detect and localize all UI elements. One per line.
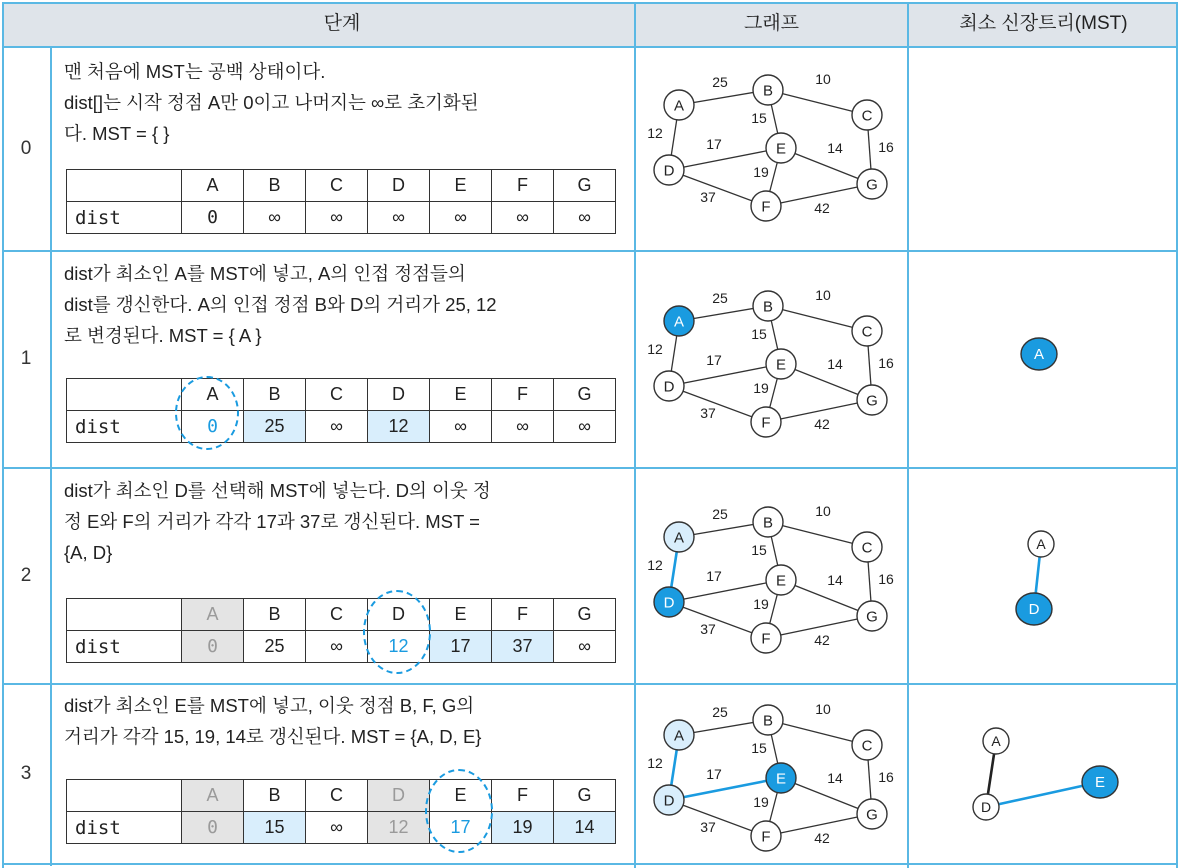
dist-value-b: 25 bbox=[244, 411, 306, 443]
dist-value-g: ∞ bbox=[554, 631, 616, 663]
step-description: dist가 최소인 E를 MST에 넣고, 이웃 정점 B, F, G의 거리가 각각 15, 19, 14로 갱신된다. MST = {A, D, E} bbox=[64, 695, 482, 747]
graph-node-label: C bbox=[861, 539, 873, 557]
column-header-c: C bbox=[306, 599, 368, 631]
edge-weight-label: 12 bbox=[647, 557, 663, 573]
dist-value-b: 25 bbox=[244, 631, 306, 663]
column-header-b: B bbox=[244, 780, 306, 812]
graph-diagram bbox=[640, 62, 902, 222]
edge-weight-label: 16 bbox=[878, 355, 894, 371]
column-header-b: B bbox=[244, 599, 306, 631]
edge-weight-label: 14 bbox=[827, 140, 843, 156]
column-header-g: G bbox=[554, 780, 616, 812]
column-header-f: F bbox=[492, 379, 554, 411]
edge-weight-label: 12 bbox=[647, 341, 663, 357]
mst-node-label: A bbox=[991, 733, 1001, 749]
column-header-f: F bbox=[492, 599, 554, 631]
column-header-b: B bbox=[244, 170, 306, 202]
column-header-d: D bbox=[368, 379, 430, 411]
edge-weight-label: 14 bbox=[827, 356, 843, 372]
column-header-g: G bbox=[554, 170, 616, 202]
mst-node-label: D bbox=[980, 799, 992, 815]
dist-value-row bbox=[67, 411, 616, 443]
edge-weight-label: 42 bbox=[814, 632, 830, 648]
graph-node-label: G bbox=[866, 806, 878, 824]
edge-weight-label: 12 bbox=[647, 755, 663, 771]
dist-label: dist bbox=[67, 631, 182, 663]
graph-node-label: B bbox=[762, 712, 774, 730]
header-step: 단계 bbox=[323, 13, 361, 34]
graph-node-label: A bbox=[673, 529, 685, 547]
dist-table bbox=[66, 779, 616, 844]
column-header-g: G bbox=[554, 379, 616, 411]
grid-line bbox=[2, 2, 4, 868]
edge-weight-label: 19 bbox=[753, 596, 769, 612]
dist-table bbox=[66, 598, 616, 663]
graph-node-label: F bbox=[761, 198, 771, 216]
mst-diagram bbox=[907, 469, 1176, 682]
dist-header-row bbox=[67, 379, 616, 411]
graph-node-label: C bbox=[861, 107, 873, 125]
dist-value-c: ∞ bbox=[306, 812, 368, 844]
dist-table bbox=[66, 378, 616, 443]
edge-weight-label: 37 bbox=[700, 819, 716, 835]
column-header-a: A bbox=[182, 599, 244, 631]
graph-node-label: E bbox=[775, 140, 787, 158]
mst-diagram bbox=[907, 685, 1176, 863]
graph-diagram bbox=[640, 278, 902, 438]
edge-weight-label: 25 bbox=[712, 74, 728, 90]
edge-weight-label: 25 bbox=[712, 704, 728, 720]
column-header-c: C bbox=[306, 780, 368, 812]
graph-node-label: A bbox=[673, 97, 685, 115]
dist-label: dist bbox=[67, 411, 182, 443]
graph-node-label: F bbox=[761, 630, 771, 648]
dist-value-e: ∞ bbox=[430, 202, 492, 234]
step-description: 맨 처음에 MST는 공백 상태이다. dist[]는 시작 정점 A만 0이고 나머지는 ∞로 초기화된 다. MST = { } bbox=[64, 61, 479, 144]
mst-node-label: A bbox=[1036, 536, 1046, 552]
graph-node-label: E bbox=[775, 356, 787, 374]
column-header-a: A bbox=[182, 170, 244, 202]
dist-value-a: 0 bbox=[182, 631, 244, 663]
mst-node-label: A bbox=[1033, 346, 1045, 363]
selected-column-ring bbox=[175, 376, 239, 450]
graph-node-label: F bbox=[761, 828, 771, 846]
dist-value-e: 17 bbox=[430, 631, 492, 663]
grid-line bbox=[2, 46, 1178, 48]
column-header-c: C bbox=[306, 379, 368, 411]
graph-node-label: F bbox=[761, 414, 771, 432]
dist-value-d: 12 bbox=[368, 411, 430, 443]
edge-weight-label: 17 bbox=[706, 568, 722, 584]
column-header-f: F bbox=[492, 170, 554, 202]
grid-line bbox=[1176, 2, 1178, 868]
dist-header-row bbox=[67, 780, 616, 812]
graph-node-label: E bbox=[775, 770, 787, 788]
dist-value-a: 0 bbox=[182, 812, 244, 844]
edge-weight-label: 10 bbox=[815, 701, 831, 717]
graph-node-label: A bbox=[673, 727, 685, 745]
header-graph: 그래프 bbox=[743, 13, 800, 34]
grid-line bbox=[2, 2, 1178, 4]
selected-column-ring bbox=[363, 590, 431, 674]
column-header-e: E bbox=[430, 379, 492, 411]
corner-cell bbox=[67, 379, 182, 411]
mst-node-label: E bbox=[1094, 774, 1106, 791]
corner-cell bbox=[67, 780, 182, 812]
column-header-a: A bbox=[182, 379, 244, 411]
column-header-c: C bbox=[306, 170, 368, 202]
dist-value-a: 0 bbox=[182, 202, 244, 234]
edge-weight-label: 10 bbox=[815, 287, 831, 303]
edge-weight-label: 10 bbox=[815, 503, 831, 519]
edge-weight-label: 16 bbox=[878, 571, 894, 587]
graph-node-label: G bbox=[866, 392, 878, 410]
edge-weight-label: 15 bbox=[751, 110, 767, 126]
dist-value-c: ∞ bbox=[306, 202, 368, 234]
dist-value-g: ∞ bbox=[554, 202, 616, 234]
dist-value-c: ∞ bbox=[306, 411, 368, 443]
dist-value-row bbox=[67, 812, 616, 844]
edge-weight-label: 15 bbox=[751, 542, 767, 558]
column-header-g: G bbox=[554, 599, 616, 631]
column-header-e: E bbox=[430, 170, 492, 202]
graph-node-label: G bbox=[866, 176, 878, 194]
grid-line bbox=[50, 46, 52, 866]
dist-value-g: ∞ bbox=[554, 411, 616, 443]
column-header-b: B bbox=[244, 379, 306, 411]
edge-weight-label: 42 bbox=[814, 830, 830, 846]
graph-diagram bbox=[640, 692, 902, 852]
edge-weight-label: 16 bbox=[878, 769, 894, 785]
graph-node-label: B bbox=[762, 82, 774, 100]
edge-weight-label: 15 bbox=[751, 326, 767, 342]
step-description: dist가 최소인 A를 MST에 넣고, A의 인접 정점들의 dist를 갱신한다. A의 인접 정점 B와 D의 거리가 25, 12 로 변경된다. MST = { A } bbox=[64, 263, 497, 346]
grid-line bbox=[634, 2, 636, 868]
column-header-a: A bbox=[182, 780, 244, 812]
dist-value-f: ∞ bbox=[492, 202, 554, 234]
dist-label: dist bbox=[67, 202, 182, 234]
edge-weight-label: 37 bbox=[700, 405, 716, 421]
edge-weight-label: 17 bbox=[706, 352, 722, 368]
corner-cell bbox=[67, 599, 182, 631]
graph-node-label: C bbox=[861, 323, 873, 341]
edge-weight-label: 16 bbox=[878, 139, 894, 155]
step-number: 3 bbox=[20, 763, 32, 784]
edge-weight-label: 17 bbox=[706, 136, 722, 152]
column-header-d: D bbox=[368, 599, 430, 631]
edge-weight-label: 19 bbox=[753, 164, 769, 180]
header-mst: 최소 신장트리(MST) bbox=[959, 13, 1128, 34]
selected-column-ring bbox=[425, 769, 493, 853]
graph-node-label: D bbox=[663, 162, 675, 180]
graph-node-label: D bbox=[663, 792, 675, 810]
dist-label: dist bbox=[67, 812, 182, 844]
corner-cell bbox=[67, 170, 182, 202]
edge-weight-label: 42 bbox=[814, 200, 830, 216]
graph-node-label: B bbox=[762, 298, 774, 316]
dist-value-e: 17 bbox=[430, 812, 492, 844]
column-header-e: E bbox=[430, 780, 492, 812]
mst-diagram bbox=[907, 252, 1176, 466]
graph-node-label: B bbox=[762, 514, 774, 532]
dist-value-d: 12 bbox=[368, 631, 430, 663]
dist-value-e: ∞ bbox=[430, 411, 492, 443]
dist-value-row bbox=[67, 631, 616, 663]
dist-value-a: 0 bbox=[182, 411, 244, 443]
column-header-f: F bbox=[492, 780, 554, 812]
dist-header-row bbox=[67, 599, 616, 631]
column-header-d: D bbox=[368, 170, 430, 202]
dist-value-f: 19 bbox=[492, 812, 554, 844]
dist-value-row bbox=[67, 202, 616, 234]
dist-value-g: 14 bbox=[554, 812, 616, 844]
edge-weight-label: 37 bbox=[700, 189, 716, 205]
step-description: dist가 최소인 D를 선택해 MST에 넣는다. D의 이웃 정 정 E와 F의 거리가 각각 17과 37로 갱신된다. MST = {A, D} bbox=[64, 480, 491, 563]
dist-value-f: ∞ bbox=[492, 411, 554, 443]
dist-value-b: 15 bbox=[244, 812, 306, 844]
dist-value-d: ∞ bbox=[368, 202, 430, 234]
edge-weight-label: 25 bbox=[712, 290, 728, 306]
edge-weight-label: 14 bbox=[827, 770, 843, 786]
edge-weight-label: 14 bbox=[827, 572, 843, 588]
graph-node-label: C bbox=[861, 737, 873, 755]
dist-value-b: ∞ bbox=[244, 202, 306, 234]
step-number: 0 bbox=[20, 138, 32, 159]
graph-node-label: D bbox=[663, 378, 675, 396]
edge-weight-label: 42 bbox=[814, 416, 830, 432]
edge-weight-label: 17 bbox=[706, 766, 722, 782]
dist-value-f: 37 bbox=[492, 631, 554, 663]
graph-diagram bbox=[640, 494, 902, 654]
dist-value-c: ∞ bbox=[306, 631, 368, 663]
graph-node-label: D bbox=[663, 594, 675, 612]
graph-node-label: E bbox=[775, 572, 787, 590]
dist-table bbox=[66, 169, 616, 234]
graph-node-label: G bbox=[866, 608, 878, 626]
edge-weight-label: 25 bbox=[712, 506, 728, 522]
column-header-e: E bbox=[430, 599, 492, 631]
edge-weight-label: 37 bbox=[700, 621, 716, 637]
dist-value-d: 12 bbox=[368, 812, 430, 844]
mst-node-label: D bbox=[1028, 601, 1040, 618]
dist-header-row bbox=[67, 170, 616, 202]
edge-weight-label: 15 bbox=[751, 740, 767, 756]
edge-weight-label: 10 bbox=[815, 71, 831, 87]
graph-node-label: A bbox=[673, 313, 685, 331]
step-number: 2 bbox=[20, 565, 32, 586]
edge-weight-label: 19 bbox=[753, 794, 769, 810]
grid-line bbox=[2, 863, 1178, 865]
column-header-d: D bbox=[368, 780, 430, 812]
edge-weight-label: 19 bbox=[753, 380, 769, 396]
edge-weight-label: 12 bbox=[647, 125, 663, 141]
step-number: 1 bbox=[20, 348, 32, 369]
